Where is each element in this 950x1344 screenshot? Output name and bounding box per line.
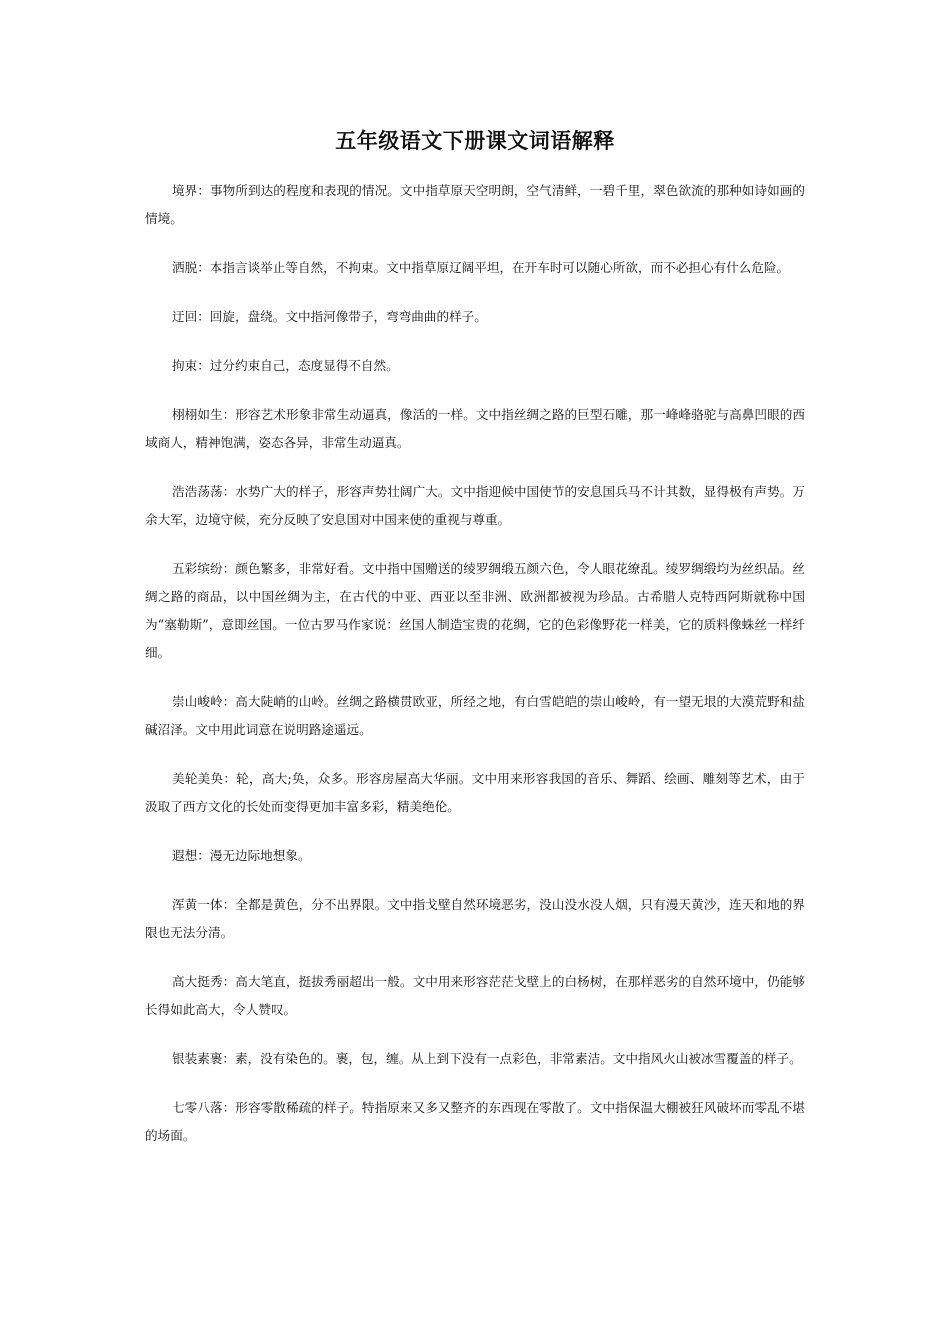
vocabulary-entry: 拘束：过分约束自己，态度显得不自然。 [172, 358, 399, 373]
vocabulary-entry: 栩栩如生：形容艺术形象非常生动逼真，像活的一样。文中指丝绸之路的巨型石雕，那一峰峰骆驼与高鼻凹眼的西域商人，精神饱满，姿态各异，非常生动逼真。 [145, 407, 805, 450]
vocabulary-entry: 迂回：回旋，盘绕。文中指河像带子，弯弯曲曲的样子。 [172, 309, 487, 324]
vocabulary-entry: 银装素裹：素，没有染色的。裹，包，缠。从上到下没有一点彩色，非常素洁。文中指风火山被冰雪覆盖的样子。 [172, 1051, 802, 1066]
vocabulary-entry: 五彩缤纷：颜色繁多，非常好看。文中指中国赠送的绫罗绸缎五颜六色，令人眼花缭乱。绫罗绸缎均为丝织品。丝绸之路的商品，以中国丝绸为主，在古代的中亚、西亚以至非洲、欧洲都被视为珍品。古希腊人克特西阿斯就称中国为“塞勒斯”，意即丝国。一位古罗马作家说：丝国人制造宝贵的花绸，它的色彩像野花一样美，它的质料像蛛丝一样纤细。 [145, 561, 805, 660]
vocabulary-entry: 高大挺秀：高大笔直，挺拔秀丽超出一般。文中用来形容茫茫戈壁上的白杨树，在那样恶劣的自然环境中，仍能够长得如此高大，令人赞叹。 [145, 974, 805, 1017]
vocabulary-entry: 崇山峻岭：高大陡峭的山岭。丝绸之路横贯欧亚，所经之地，有白雪皑皑的崇山峻岭，有一望无垠的大漠荒野和盐碱沼泽。文中用此词意在说明路途遥远。 [145, 694, 805, 737]
vocabulary-list [145, 177, 805, 1171]
vocabulary-entry: 浩浩荡荡：水势广大的样子，形容声势壮阔广大。文中指迎候中国使节的安息国兵马不计其数，显得极有声势。万余大军，边境守候，充分反映了安息国对中国来使的重视与尊重。 [145, 484, 805, 527]
vocabulary-entry: 七零八落：形容零散稀疏的样子。特指原来又多又整齐的东西现在零散了。文中指保温大棚被狂风破坏而零乱不堪的场面。 [145, 1100, 805, 1143]
vocabulary-entry: 美轮美奂：轮，高大;奂，众多。形容房屋高大华丽。文中用来形容我国的音乐、舞蹈、绘画、雕刻等艺术，由于汲取了西方文化的长处而变得更加丰富多彩，精美绝伦。 [145, 771, 805, 814]
vocabulary-entry: 洒脱：本指言谈举止等自然，不拘束。文中指草原辽阔平坦，在开车时可以随心所欲，而不必担心有什么危险。 [172, 260, 790, 275]
page-title: 五年级语文下册课文词语解释 [335, 129, 615, 153]
vocabulary-entry: 浑黄一体：全都是黄色，分不出界限。文中指戈壁自然环境恶劣，没山没水没人烟，只有漫天黄沙，连天和地的界限也无法分清。 [145, 897, 805, 940]
vocabulary-entry: 遐想：漫无边际地想象。 [172, 848, 311, 863]
vocabulary-entry: 境界：事物所到达的程度和表现的情况。文中指草原天空明朗，空气清鲜，一碧千里，翠色欲流的那种如诗如画的情境。 [145, 183, 805, 226]
